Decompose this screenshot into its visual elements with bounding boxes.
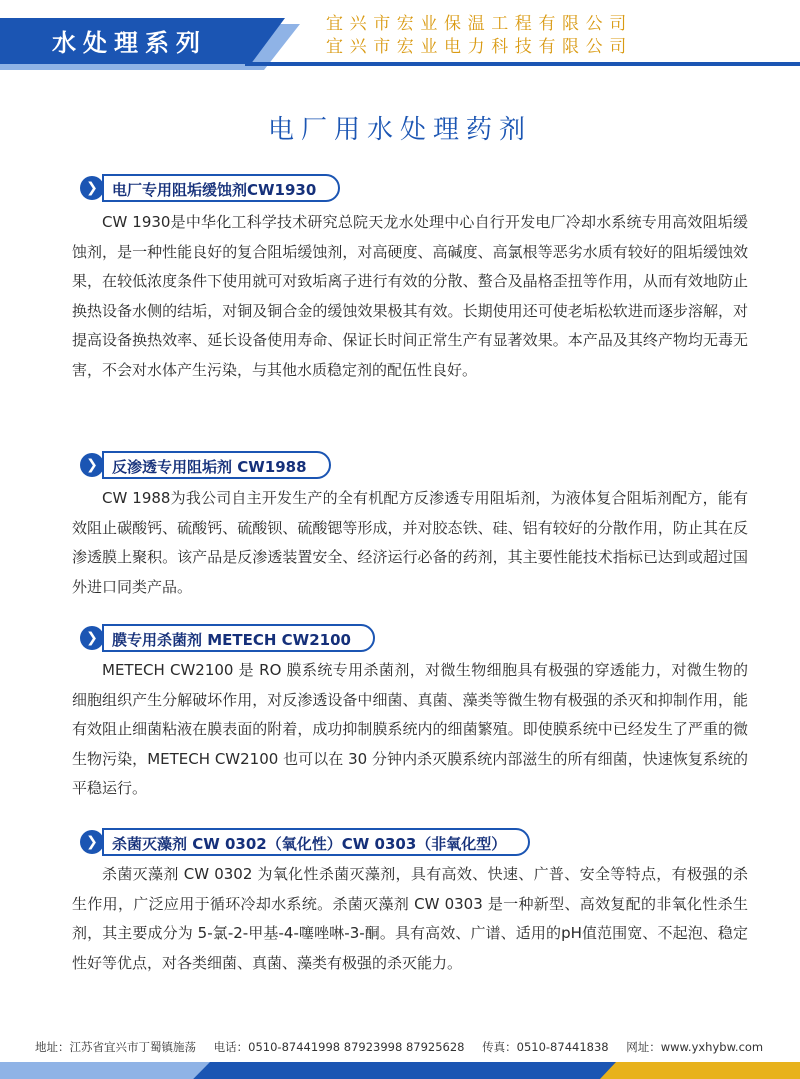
footer-bar-accent	[600, 1062, 800, 1079]
chevron-right-icon: ❯	[80, 453, 104, 477]
company-name-1: 宜兴市宏业保温工程有限公司	[326, 14, 633, 34]
header-divider	[245, 62, 800, 66]
section-heading-label: 电厂专用阻垢缓蚀剂CW1930	[102, 174, 340, 202]
chevron-right-icon: ❯	[80, 176, 104, 200]
footer-address: 地址：江苏省宜兴市丁蜀镇施荡	[35, 1040, 196, 1054]
section-body-cw2100: METECH CW2100 是 RO 膜系统专用杀菌剂，对微生物细胞具有极强的穿透能力，对微生物的细胞组织产生分解破坏作用，对反渗透设备中细菌、真菌、藻类等微生物有极强的杀灭和抑制作用，能有效阻止细菌粘液在膜表面的附着，成功抑制膜系统内的细菌繁殖。即使膜系统中已经发生了严重的微生物污染，METECH CW2100 也可以在 30 分钟内杀灭膜系统内部滋生的所有细菌，快速恢复系统的平稳运行。	[72, 661, 748, 798]
footer-website: 网址：www.yxhybw.com	[626, 1040, 764, 1054]
section-heading-label: 反渗透专用阻垢剂 CW1988	[102, 451, 331, 479]
page-header	[0, 0, 800, 80]
footer-phone: 电话：0510-87441998 87923998 87925628	[213, 1040, 465, 1054]
footer-fax: 传真：0510-87441838	[482, 1040, 609, 1054]
section-heading-label: 膜专用杀菌剂 METECH CW2100	[102, 624, 375, 652]
section-body-cw1930: CW 1930是中华化工科学技术研究总院天龙水处理中心自行开发电厂冷却水系统专用高效阻垢缓蚀剂，是一种性能良好的复合阻垢缓蚀剂，对高硬度、高碱度、高氯根等恶劣水质有较好的阻垢缓蚀效果，在较低浓度条件下使用就可对致垢离子进行有效的分散、螯合及晶格歪扭等作用，从而有效地防止换热设备水侧的结垢，对铜及铜合金的缓蚀效果极其有效。长期使用还可使老垢松软进而逐步溶解，对提高设备换热效率、延长设备使用寿命、保证长时间正常生产有显著效果。本产品及其终产物均无毒无害，不会对水体产生污染，与其他水质稳定剂的配伍性良好。	[72, 213, 748, 379]
section-body-cw1988: CW 1988为我公司自主开发生产的全有机配方反渗透专用阻垢剂，为液体复合阻垢剂配方，能有效阻止碳酸钙、硫酸钙、硫酸钡、硫酸锶等形成，并对胶态铁、硅、铝有较好的分散作用，防止其在反渗透膜上聚积。该产品是反渗透装置安全、经济运行必备的药剂，其主要性能技术指标已达到或超过国外进口同类产品。	[72, 489, 748, 596]
footer-contact	[35, 1039, 785, 1055]
chevron-right-icon: ❯	[80, 830, 104, 854]
footer-bar-light	[0, 1062, 210, 1079]
section-heading-label: 杀菌灭藻剂 CW 0302（氧化性）CW 0303（非氧化型）	[102, 828, 530, 856]
chevron-right-icon: ❯	[80, 626, 104, 650]
section-body-cw0302-0303: 杀菌灭藻剂 CW 0302 为氧化性杀菌灭藻剂，具有高效、快速、广普、安全等特点，有极强的杀生作用，广泛应用于循环冷却水系统。杀菌灭藻剂 CW 0303 是一种新型、高效复配的非氧化性杀生剂，其主要成分为 5-氯-2-甲基-4-噻唑啉-3-酮。具有高效、广谱、适用的pH值范围宽、不起泡、稳定性好等优点，对各类细菌、真菌、藻类有极强的杀灭能力。	[72, 865, 748, 972]
page-title: 电厂用水处理药剂	[267, 115, 532, 145]
company-name-2: 宜兴市宏业电力科技有限公司	[326, 37, 633, 57]
series-title: 水处理系列	[52, 29, 207, 57]
